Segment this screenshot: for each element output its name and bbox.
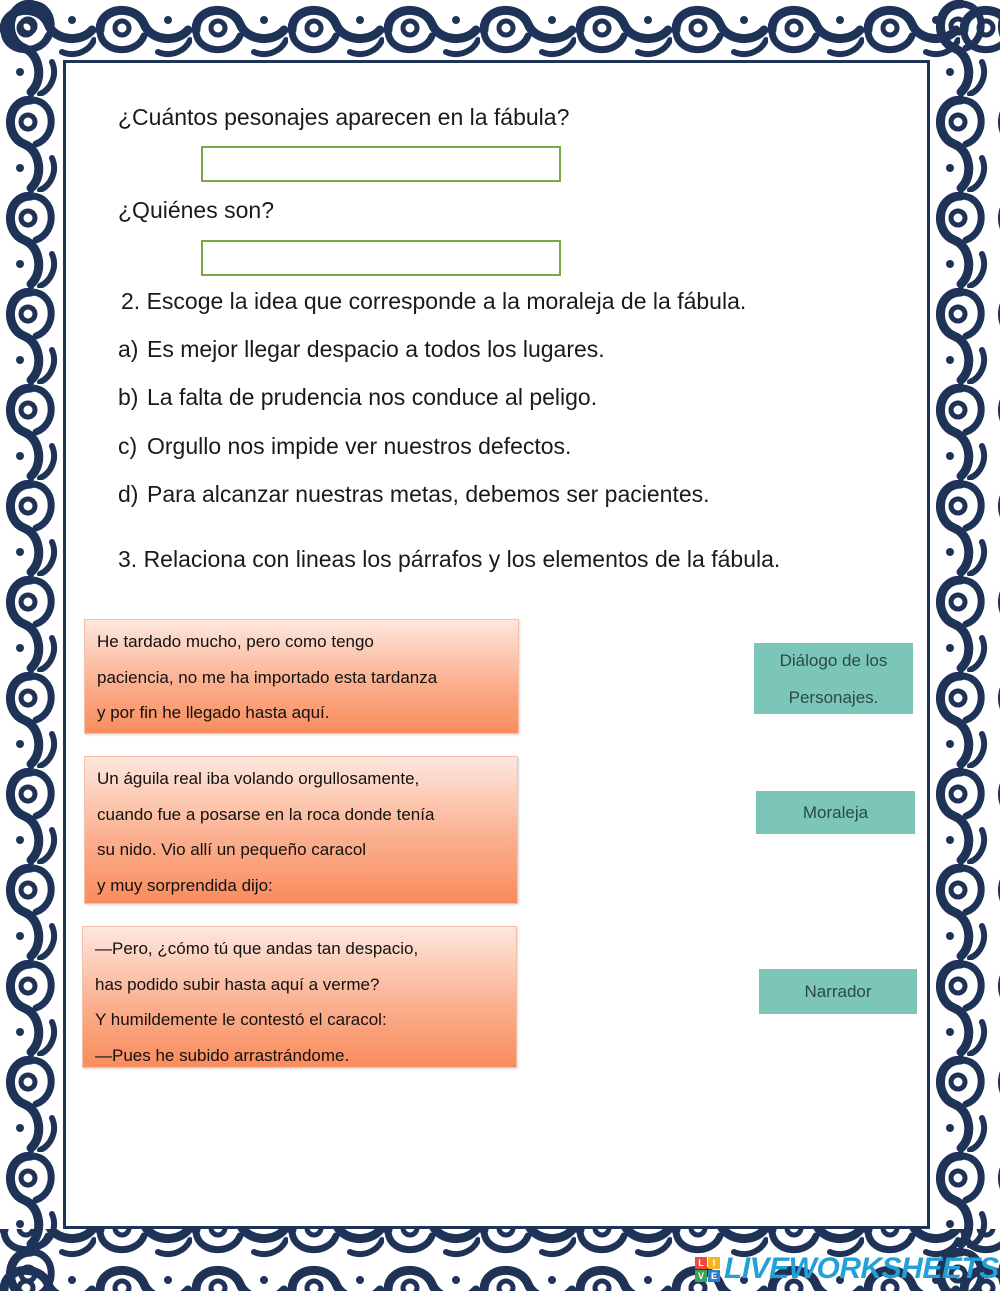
target-moraleja[interactable] [756,791,915,834]
target-label: Narrador [804,982,872,1001]
target-label: Moraleja [802,803,869,822]
option-letter: d) [118,481,139,507]
character-count-input[interactable] [201,146,561,182]
section-3-heading: 3. Relaciona con lineas los párrafos y los elementos de la fábula. [118,546,781,572]
paragraph-card-3[interactable] [82,926,517,1068]
paragraph-line: —Pues he subido arrastrándome. [95,1045,350,1065]
target-dialogo-personajes[interactable] [754,643,913,714]
paragraph-line: Un águila real iba volando orgullosamente, [97,769,420,788]
option-text: Es mejor llegar despacio a todos los lugares. [147,336,605,362]
option-c[interactable] [118,433,571,460]
characters-names-input[interactable] [201,240,561,276]
logo-icon-letter: E [708,1270,720,1282]
logo-icon-letter: I [708,1257,720,1269]
question-who: ¿Quiénes son? [118,197,274,223]
logo-icon-letter: V [695,1270,707,1282]
paragraph-card-1[interactable] [84,619,519,734]
target-label: Personajes. [788,687,879,707]
paragraph-line: cuando fue a posarse en la roca donde tenía [97,804,435,824]
paragraph-line: y muy sorprendida dijo: [97,875,273,895]
paragraph-line: —Pero, ¿cómo tú que andas tan despacio, [95,939,419,958]
paragraph-line: paciencia, no me ha importado esta tardanza [97,667,438,687]
option-text: La falta de prudencia nos conduce al peligo. [147,384,598,410]
option-letter: c) [118,433,138,459]
paragraph-line: Y humildemente le contestó el caracol: [95,1010,387,1029]
liveworksheets-logo [695,1253,999,1285]
paragraph-line: He tardado mucho, pero como tengo [97,632,374,651]
logo-icon [695,1257,720,1282]
section-2-heading: 2. Escoge la idea que corresponde a la moraleja de la fábula. [121,288,747,314]
paragraph-line: su nido. Vio allí un pequeño caracol [97,840,367,859]
logo-icon-letter: L [695,1257,707,1269]
question-character-count: ¿Cuántos pesonajes aparecen en la fábula? [118,104,570,130]
target-label: Diálogo de los [779,650,888,670]
paragraph-card-2[interactable] [84,756,518,904]
option-a[interactable] [118,336,605,363]
paragraph-line: has podido subir hasta aquí a verme? [95,974,380,994]
option-letter: b) [118,384,139,410]
logo-text: LIVEWORKSHEETS [724,1252,999,1285]
option-letter: a) [118,336,139,362]
paragraph-line: y por fin he llegado hasta aquí. [97,703,330,722]
option-b[interactable] [118,384,597,411]
option-d[interactable] [118,481,710,508]
option-text: Orgullo nos impide ver nuestros defectos. [147,433,572,459]
option-text: Para alcanzar nuestras metas, debemos ser pacientes. [147,481,710,507]
target-narrador[interactable] [759,969,917,1014]
